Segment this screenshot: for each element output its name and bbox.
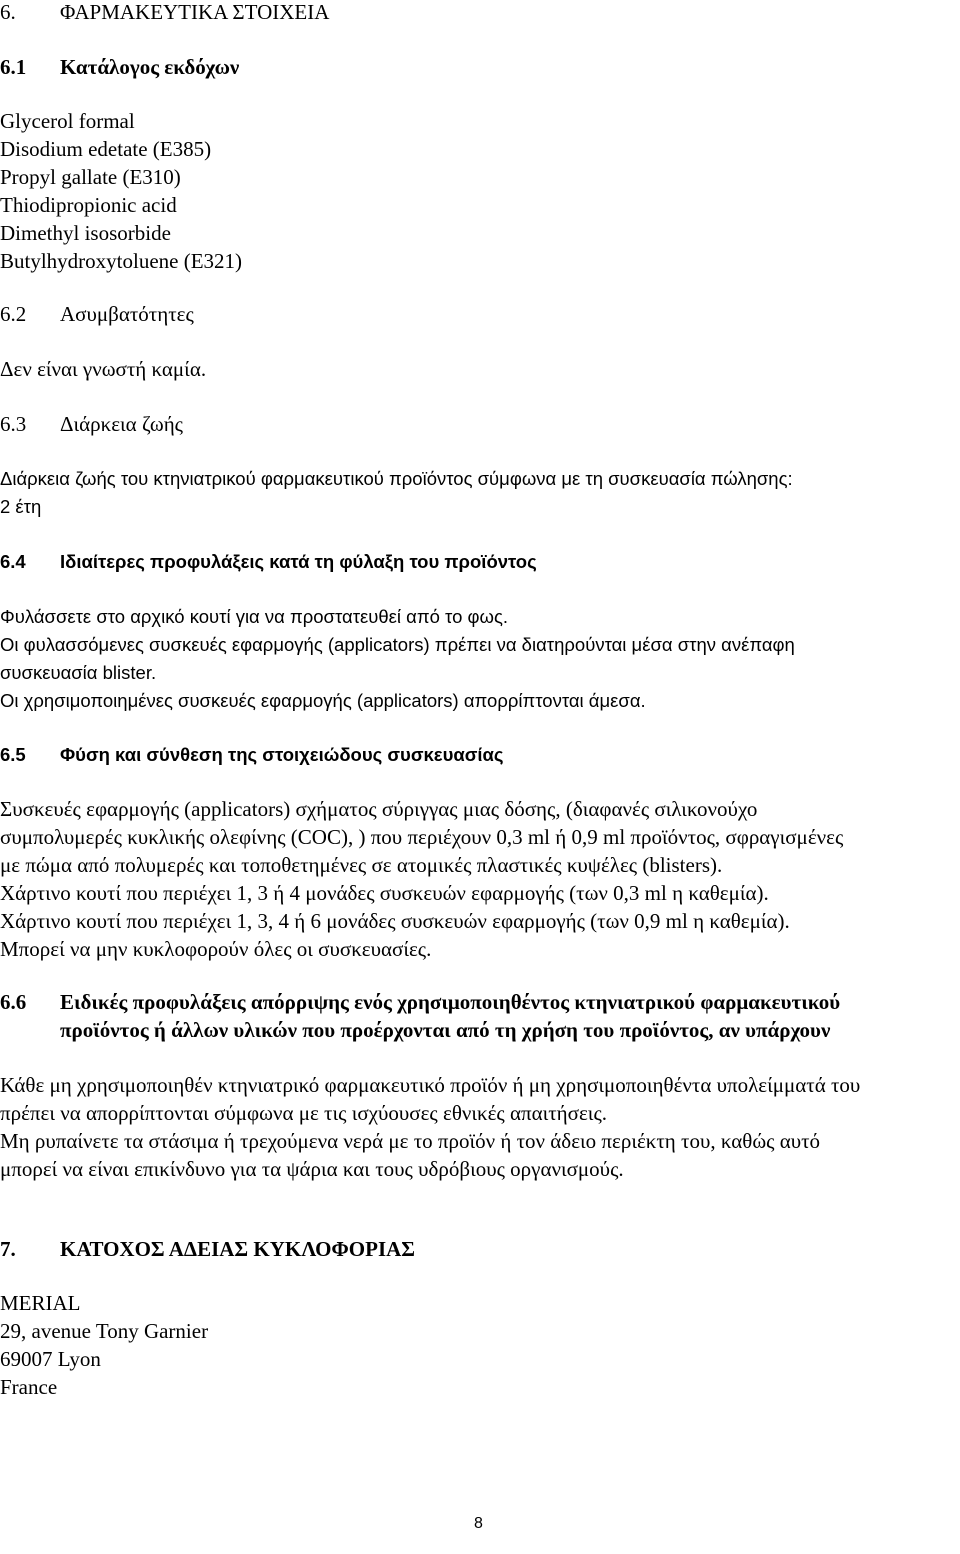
paragraph-line: Μπορεί να μην κυκλοφορούν όλες οι συσκευασίες. xyxy=(0,937,432,961)
section-6-1-number: 6.1 xyxy=(0,55,27,79)
section-6-3-title: Διάρκεια ζωής xyxy=(60,412,183,436)
section-6-5-number: 6.5 xyxy=(0,744,26,765)
section-6-6-heading xyxy=(0,988,960,1044)
address-line: MERIAL xyxy=(0,1291,81,1315)
paragraph-line: Μη ρυπαίνετε τα στάσιμα ή τρεχούμενα νερά με το προϊόν ή τον άδειο περιέκτη του, καθώς αυτό xyxy=(0,1129,821,1153)
section-6-5-title: Φύση και σύνθεση της στοιχειώδους συσκευασίας xyxy=(60,744,504,765)
paragraph-line: συσκευασία blister. xyxy=(0,662,157,683)
paragraph-line: Κάθε μη χρησιμοποιηθέν κτηνιατρικό φαρμακευτικό προϊόν ή μη χρησιμοποιηθέντα υπολείμματά του xyxy=(0,1073,861,1097)
paragraph-line: Διάρκεια ζωής του κτηνιατρικού φαρμακευτικού προϊόντος σύμφωνα με τη συσκευασία πώλησης: xyxy=(0,468,793,489)
section-6-4-heading xyxy=(0,548,960,576)
paragraph-line: μπορεί να είναι επικίνδυνο για τα ψάρια και τους υδρόβιους οργανισμούς. xyxy=(0,1157,624,1181)
page-number: 8 xyxy=(474,1515,483,1532)
packaging-text xyxy=(0,795,843,963)
paragraph-line: με πώμα από πολυμερές και τοποθετημένες σε ατομικές πλαστικές κυψέλες (blisters). xyxy=(0,853,723,877)
paragraph-line: Φυλάσσετε στο αρχικό κουτί για να προστατευθεί από το φως. xyxy=(0,606,509,627)
section-6-5-heading xyxy=(0,741,960,769)
address-line: France xyxy=(0,1375,58,1399)
section-6-6-title-line-2: προϊόντος ή άλλων υλικών που προέρχονται από τη χρήση του προϊόντος, αν υπάρχουν xyxy=(60,1018,831,1042)
section-6-2-title: Ασυμβατότητες xyxy=(60,302,194,326)
paragraph-line: Χάρτινο κουτί που περιέχει 1, 3, 4 ή 6 μονάδες συσκευών εφαρμογής (των 0,9 ml η καθεμία). xyxy=(0,909,790,933)
paragraph-line: Συσκευές εφαρμογής (applicators) σχήματος σύριγγας μιας δόσης, (διαφανές σιλικονούχο xyxy=(0,797,758,821)
section-6-1-heading xyxy=(0,53,960,81)
incompatibilities-text xyxy=(0,355,206,383)
marketing-authorisation-holder-address xyxy=(0,1289,208,1401)
list-item: Butylhydroxytoluene (E321) xyxy=(0,249,243,273)
list-item: Disodium edetate (E385) xyxy=(0,137,212,161)
section-6-4-number: 6.4 xyxy=(0,551,26,572)
section-7-heading xyxy=(0,1235,960,1263)
list-item: Thiodipropionic acid xyxy=(0,193,177,217)
section-6-3-number: 6.3 xyxy=(0,412,27,436)
section-6-heading xyxy=(0,0,960,26)
section-6-2-number: 6.2 xyxy=(0,302,27,326)
section-6-1-title: Κατάλογος εκδόχων xyxy=(60,55,240,79)
section-7-title: ΚΑΤΟΧΟΣ ΑΔΕΙΑΣ ΚΥΚΛΟΦΟΡΙΑΣ xyxy=(60,1237,416,1261)
list-item: Glycerol formal xyxy=(0,109,135,133)
paragraph-line: Οι φυλασσόμενες συσκευές εφαρμογής (applicators) πρέπει να διατηρούνται μέσα στην ανέπαφη xyxy=(0,634,795,655)
section-6-6-title-line-1: Ειδικές προφυλάξεις απόρριψης ενός χρησιμοποιηθέντος κτηνιατρικού φαρμακευτικού xyxy=(60,990,841,1014)
address-line: 29, avenue Tony Garnier xyxy=(0,1319,209,1343)
list-item: Dimethyl isosorbide xyxy=(0,221,171,245)
list-item: Propyl gallate (E310) xyxy=(0,165,181,189)
storage-precautions-text xyxy=(0,603,795,715)
section-6-2-heading xyxy=(0,300,960,328)
address-line: 69007 Lyon xyxy=(0,1347,101,1371)
section-6-6-number: 6.6 xyxy=(0,990,27,1014)
paragraph-line: πρέπει να απορρίπτονται σύμφωνα με τις ισχύουσες εθνικές απαιτήσεις. xyxy=(0,1101,608,1125)
disposal-text xyxy=(0,1071,860,1183)
paragraph-line: Χάρτινο κουτί που περιέχει 1, 3 ή 4 μονάδες συσκευών εφαρμογής (των 0,3 ml η καθεμία). xyxy=(0,881,769,905)
paragraph-line: συμπολυμερές κυκλικής ολεφίνης (COC), ) που περιέχουν 0,3 ml ή 0,9 ml προϊόντος, σφραγισμένες xyxy=(0,825,844,849)
section-6-3-heading xyxy=(0,410,960,438)
section-6-title: ΦΑΡΜΑΚΕΥΤΙΚΑ ΣΤΟΙΧΕΙΑ xyxy=(60,0,330,24)
section-6-4-title: Ιδιαίτερες προφυλάξεις κατά τη φύλαξη του προϊόντος xyxy=(60,551,537,572)
section-7-number: 7. xyxy=(0,1237,16,1261)
excipients-list xyxy=(0,107,242,275)
paragraph-line: Οι χρησιμοποιημένες συσκευές εφαρμογής (applicators) απορρίπτονται άμεσα. xyxy=(0,690,646,711)
paragraph-line: 2 έτη xyxy=(0,496,42,517)
section-6-number: 6. xyxy=(0,0,16,24)
shelf-life-text xyxy=(0,465,793,521)
paragraph-line: Δεν είναι γνωστή καμία. xyxy=(0,357,207,381)
